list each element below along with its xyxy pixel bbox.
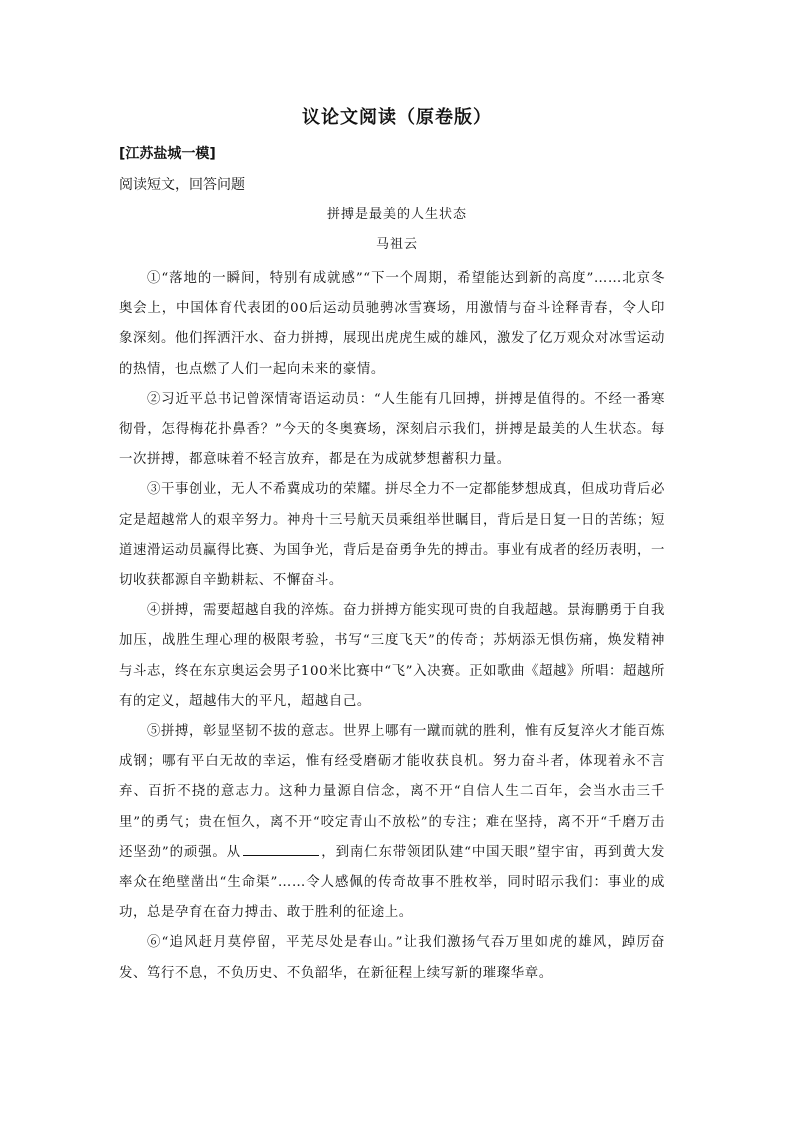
paragraph-3: ③干事创业，无人不希冀成功的荣耀。拼尽全力不一定都能梦想成真，但成功背后必定是超越常人的艰辛努力。神舟十三号航天员乘组举世瞩目，背后是日复一日的苦练；短道速滑运动员赢得比赛、为国争光，背后是奋勇争先的搏击。事业有成者的经历表明，一切收获都源自辛勤耕耘、不懈奋斗。	[119, 482, 665, 589]
paragraph-5-after-blank: ，到南仁东带领团队建“中国天眼”望宇宙，再到黄大发率众在绝壁凿出“生命渠”……令人感佩的传奇故事不胜枚举，同时昭示我们：事业的成功，总是孕育在奋力搏击、敢于胜利的征途上。	[119, 844, 665, 921]
paragraph-5-before-blank: ⑤拼搏，彰显坚韧不拔的意志。世界上哪有一蹴而就的胜利，惟有反复淬火才能百炼成钢；哪有平白无故的幸运，惟有经受磨砺才能收获良机。努力奋斗者，体现着永不言弃、百折不挠的意志力。这种力量源自信念，离不开“自信人生二百年，会当水击三千里”的勇气；贵在恒久，离不开“咬定青山不放松”的专注；难在坚持，离不开“千磨万击还坚劲”的顽强。从	[119, 724, 665, 860]
fill-in-blank[interactable]	[243, 841, 319, 856]
paragraph-6: ⑥“追风赶月莫停留，平芜尽处是春山。”让我们激扬气吞万里如虎的雄风，踔厉奋发、笃行不息，不负历史、不负韶华，在新征程上续写新的璀璨华章。	[119, 935, 665, 981]
document-title: 议论文阅读（原卷版）	[302, 107, 492, 128]
article-title: 拼搏是最美的人生状态	[326, 207, 467, 222]
article-body	[119, 264, 665, 989]
paragraph-4: ④拼搏，需要超越自我的淬炼。奋力拼搏方能实现可贵的自我超越。景海鹏勇于自我加压，战胜生理心理的极限考验，书写“三度飞天”的传奇；苏炳添无惧伤痛，焕发精神与斗志，终在东京奥运会男子100米比赛中“飞”入决赛。正如歌曲《超越》所唱：超越所有的定义，超越伟大的平凡，超越自己。	[119, 603, 665, 709]
paragraph-5	[119, 717, 665, 928]
article-author: 马祖云	[375, 237, 418, 252]
reading-instruction: 阅读短文，回答问题	[119, 177, 245, 193]
paragraph-2: ②习近平总书记曾深情寄语运动员：“人生能有几回搏，拼搏是值得的。不经一番寒彻骨，怎得梅花扑鼻香？”今天的冬奥赛场，深刻启示我们，拼搏是最美的人生状态。每一次拼搏，都意味着不轻言放弃，都是在为成就梦想蓄积力量。	[119, 391, 665, 468]
exam-source-label: [江苏盐城一模]	[119, 146, 216, 162]
paragraph-1: ①“落地的一瞬间，特别有成就感”“下一个周期，希望能达到新的高度”……北京冬奥会上，中国体育代表团的00后运动员驰骋冰雪赛场，用激情与奋斗诠释青春，令人印象深刻。他们挥洒汗水、奋力拼搏，展现出虎虎生威的雄风，激发了亿万观众对冰雪运动的热情，也点燃了人们一起向未来的豪情。	[119, 271, 665, 377]
